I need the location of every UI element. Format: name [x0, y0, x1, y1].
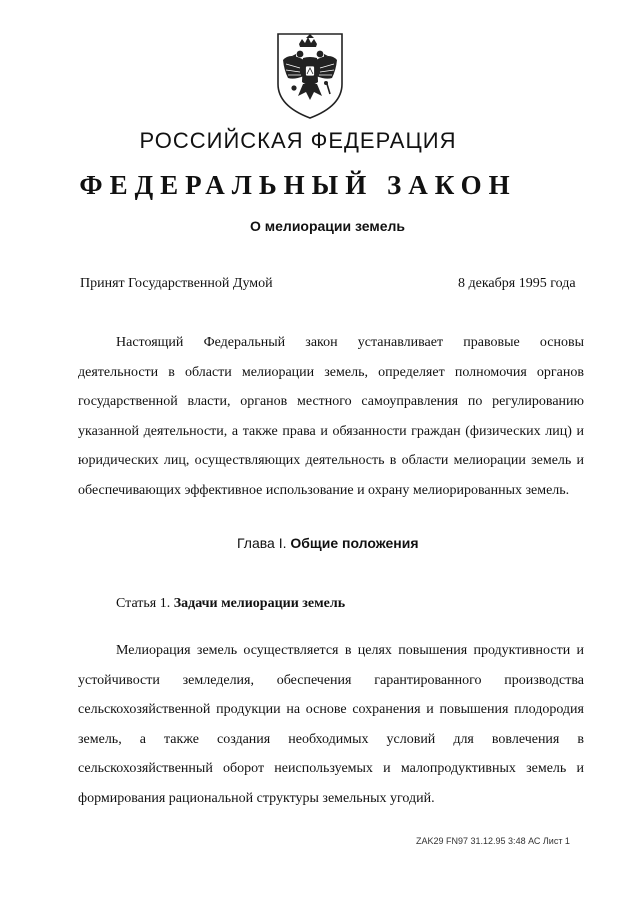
chapter-heading — [237, 535, 419, 551]
coat-of-arms-icon — [270, 30, 350, 122]
law-type-heading: ФЕДЕРАЛЬНЫЙ ЗАКОН — [79, 170, 517, 200]
country-heading: РОССИЙСКАЯ ФЕДЕРАЦИЯ — [139, 128, 457, 153]
article-heading — [116, 596, 345, 612]
footer-stamp: ZAK29 FN97 31.12.95 3:48 АС Лист 1 — [416, 836, 570, 846]
chapter-name: Общие положения — [290, 535, 419, 551]
law-title: О мелиорации земель — [250, 218, 406, 234]
article-paragraph: Мелиорация земель осуществляется в целях повышения продуктивности и устойчивости земледелия, обеспечения гарантированного производства сельскохозяйственной продукции на основе сохранения и повышения плодородия земель, а также создания необходимых условий для вовлечения в сельскохозяйственный оборот неиспользуемых и малопродуктивных земель и формирования рациональной структуры земельных угодий. — [78, 643, 584, 806]
adopted-by-text: Принят Государственной Думой — [80, 276, 273, 291]
preamble-paragraph: Настоящий Федеральный закон устанавливает правовые основы деятельности в области мелиорации земель, определяет полномочия органов государственной власти, органов местного самоуправления по регулированию указанной деятельности, а также права и обязанности граждан (физических лиц) и юридических лиц, осуществляющих деятельность в области мелиорации земель и обеспечивающих эффективное использование и охрану мелиорированных земель. — [78, 335, 584, 498]
adoption-date: 8 декабря 1995 года — [458, 276, 576, 291]
chapter-prefix: Глава I. — [237, 535, 287, 551]
article-name: Задачи мелиорации земель — [173, 596, 346, 611]
article-prefix: Статья 1. — [116, 596, 171, 611]
